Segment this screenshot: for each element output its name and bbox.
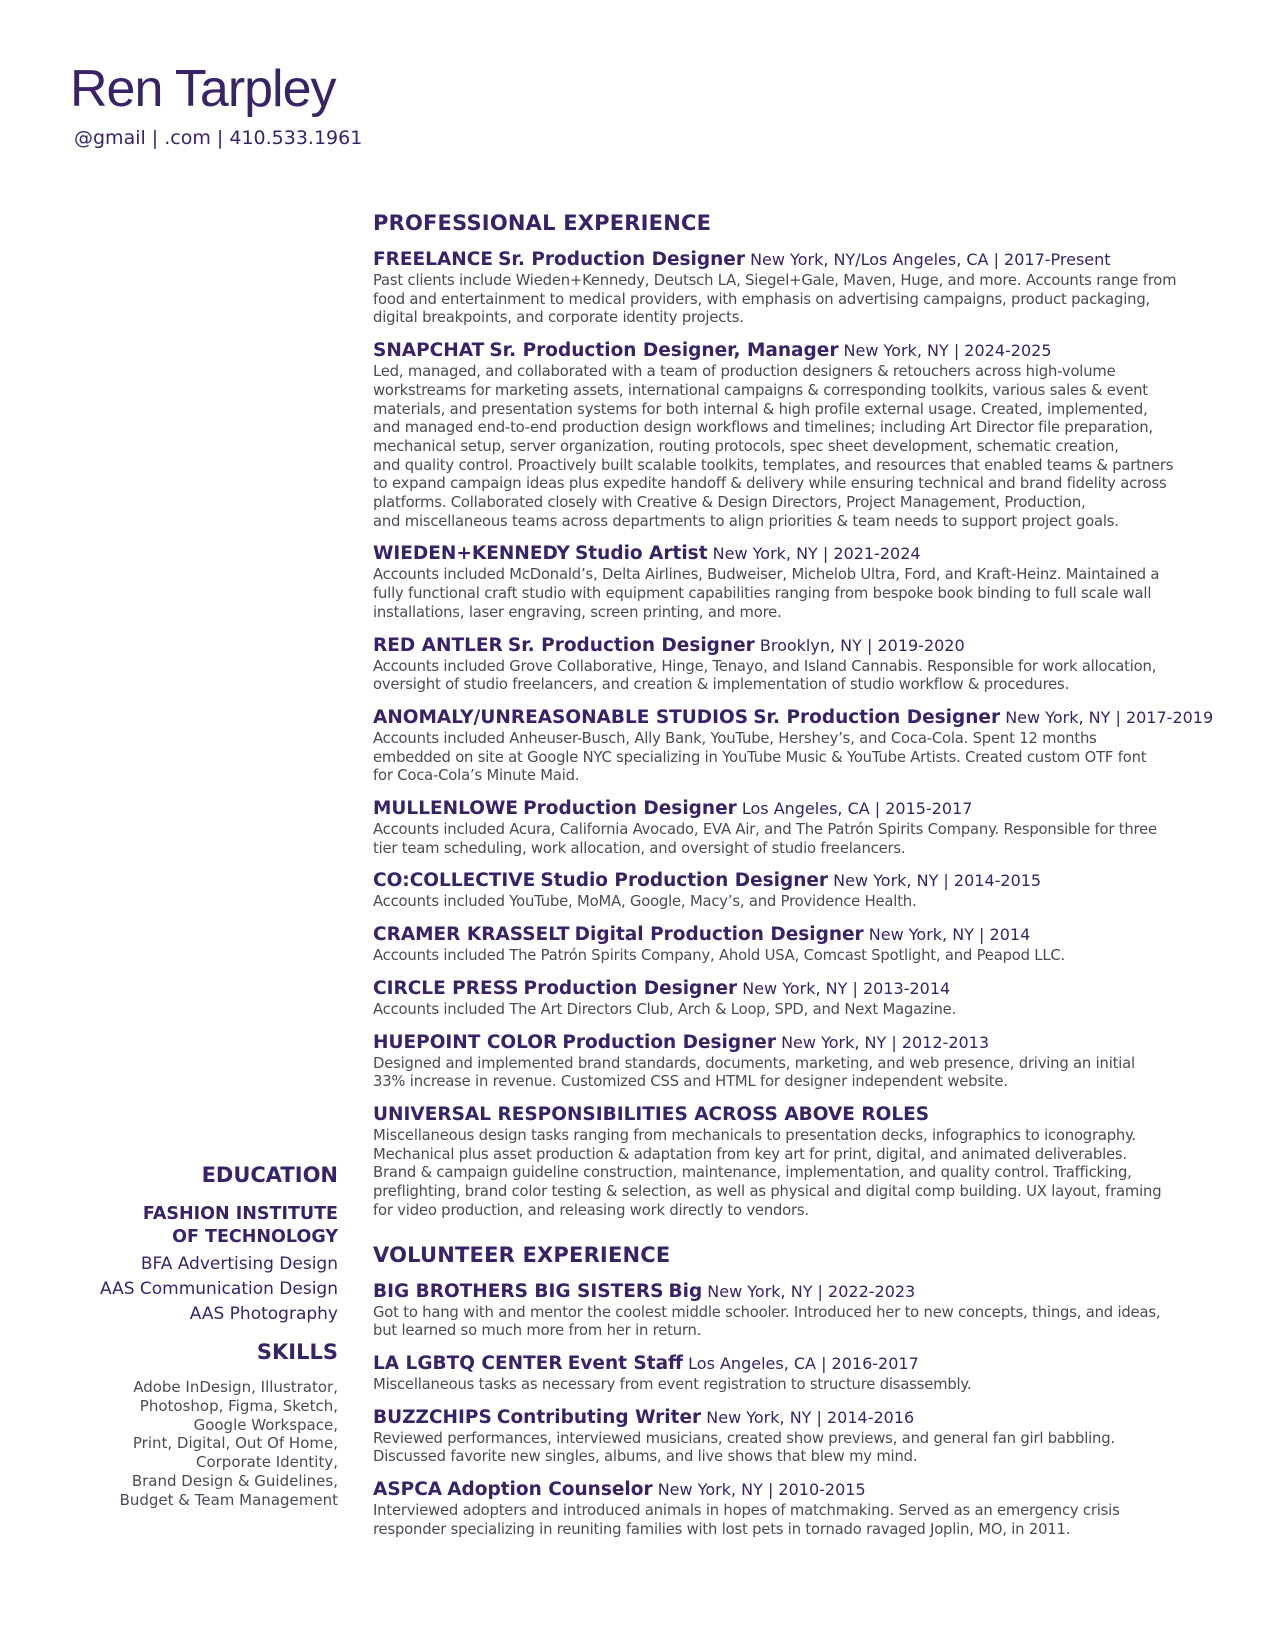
job-title-line	[373, 1352, 1203, 1376]
job-title-line	[373, 634, 1203, 658]
contact-line: @gmail | .com | 410.533.1961	[74, 127, 363, 149]
job-description-line: responder specializing in reuniting families with lost pets in tornado ravaged Joplin, MO, in 2011.	[373, 1520, 1071, 1538]
job-entry	[373, 1103, 1203, 1221]
professional-experience-heading: PROFESSIONAL EXPERIENCE	[373, 211, 712, 235]
job-role: Sr. Production Designer, Manager	[489, 340, 839, 362]
job-description-line: materials, and presentation systems for both internal & high profile external usage. Created, implemented,	[373, 400, 1148, 418]
job-location-dates: New York, NY | 2010-2015	[657, 1480, 866, 1500]
skills-heading: SKILLS	[256, 1340, 338, 1364]
job-description-line: Brand & campaign guideline construction, maintenance, implementation, and quality control. Trafficking,	[373, 1164, 1132, 1182]
job-title-line	[373, 248, 1203, 272]
job-description-line: Accounts included Anheuser-Busch, Ally Bank, YouTube, Hershey’s, and Coca-Cola. Spent 12 months	[373, 729, 1097, 747]
job-entry	[373, 1406, 1203, 1467]
job-entry	[373, 1352, 1203, 1395]
skill-line: Google Workspace,	[193, 1415, 338, 1434]
school-name-line: OF TECHNOLOGY	[172, 1227, 338, 1247]
job-location-dates: Los Angeles, CA | 2016-2017	[688, 1353, 919, 1373]
job-description-line: to expand campaign ideas plus expedite handoff & delivery while ensuring technical and brand fidelity across	[373, 475, 1167, 493]
job-description-line: for video production, and releasing work directly to vendors.	[373, 1201, 809, 1219]
job-description-line: installations, laser engraving, screen printing, and more.	[373, 603, 782, 621]
job-description-line: for Coca-Cola’s Minute Maid.	[373, 767, 580, 785]
job-location-dates: New York, NY | 2017-2019	[1005, 707, 1214, 727]
job-description-line: Miscellaneous design tasks ranging from mechanicals to presentation decks, infographics to iconography.	[373, 1126, 1137, 1144]
job-entry	[373, 1280, 1203, 1341]
job-role: Studio Artist	[574, 543, 708, 565]
job-description-line: Accounts included Grove Collaborative, Hinge, Tenayo, and Island Cannabis. Responsible for work allocation,	[373, 657, 1157, 675]
job-description-line: and miscellaneous teams across departments to align priorities & team needs to support project goals.	[373, 512, 1119, 530]
skills-section	[120, 1340, 338, 1510]
job-entry	[373, 1031, 1203, 1092]
job-role: Adoption Counselor	[447, 1479, 653, 1501]
employer-name: RED ANTLER	[373, 634, 503, 656]
job-role: Production Designer	[523, 798, 737, 820]
job-description-line: Reviewed performances, interviewed musicians, created show previews, and general fan girl babbling.	[373, 1429, 1115, 1447]
employer-name: BUZZCHIPS	[373, 1406, 492, 1428]
job-entry	[373, 706, 1214, 786]
job-description-line: Discussed favorite new singles, albums, and live shows that blew my mind.	[373, 1448, 918, 1466]
degree: AAS Photography	[189, 1304, 338, 1324]
job-description-line: and managed end-to-end production design workflows and timelines; including Art Director file preparation,	[373, 419, 1153, 437]
job-title-line	[373, 797, 1203, 821]
job-description-line: digital breakpoints, and corporate identity projects.	[373, 309, 744, 327]
employer-name: CRAMER KRASSELT	[373, 924, 570, 946]
job-role: Studio Production Designer	[540, 870, 829, 892]
skill-line: Budget & Team Management	[119, 1490, 338, 1509]
employer-name: CO:COLLECTIVE	[373, 870, 536, 892]
job-role: Event Staff	[567, 1352, 684, 1374]
job-entry	[373, 797, 1203, 858]
job-title-line	[373, 869, 1203, 893]
job-description-line: but learned so much more from her in return.	[373, 1322, 702, 1340]
employer-name: WIEDEN+KENNEDY	[373, 543, 570, 565]
volunteer-experience-heading: VOLUNTEER EXPERIENCE	[373, 1242, 671, 1267]
job-entry	[373, 634, 1203, 695]
job-description-line: Past clients include Wieden+Kennedy, Deutsch LA, Siegel+Gale, Maven, Huge, and more. Accounts range from	[373, 272, 1177, 289]
job-role: Digital Production Designer	[574, 924, 864, 946]
employer-name: UNIVERSAL RESPONSIBILITIES ACROSS ABOVE ROLES	[373, 1103, 930, 1125]
employer-name: ASPCA	[373, 1479, 443, 1501]
employer-name: BIG BROTHERS BIG SISTERS	[373, 1280, 664, 1302]
job-role: Sr. Production Designer	[507, 634, 755, 656]
job-entry	[373, 542, 1203, 622]
job-location-dates: New York, NY | 2012-2013	[781, 1032, 990, 1052]
job-description-line: Accounts included YouTube, MoMA, Google, Macy’s, and Providence Health.	[373, 893, 917, 911]
job-description-line: embedded on site at Google NYC specializing in YouTube Music & YouTube Artists. Created custom OTF font	[373, 748, 1147, 766]
job-entry	[373, 339, 1203, 531]
job-title-line	[373, 339, 1203, 363]
school-name-line: FASHION INSTITUTE	[142, 1204, 338, 1224]
job-role: Sr. Production Designer	[753, 706, 1001, 728]
job-location-dates: New York, NY | 2024-2025	[843, 341, 1052, 361]
job-description-line: Interviewed adopters and introduced animals in hopes of matchmaking. Served as an emergency crisis	[373, 1502, 1120, 1520]
job-location-dates: New York, NY/Los Angeles, CA | 2017-Present	[750, 250, 1111, 269]
job-entry	[373, 923, 1203, 966]
job-location-dates: New York, NY | 2014-2015	[833, 871, 1042, 891]
job-description-line: Led, managed, and collaborated with a team of production designers & retouchers across high-volume	[373, 363, 1116, 381]
skill-line: Adobe InDesign, Illustrator,	[133, 1378, 338, 1396]
job-title-line	[373, 1478, 1203, 1502]
employer-name: ANOMALY/UNREASONABLE STUDIOS	[373, 706, 749, 728]
degree: AAS Communication Design	[99, 1279, 338, 1299]
job-description-line: platforms. Collaborated closely with Creative & Design Directors, Project Management, Production,	[373, 494, 1086, 512]
job-description-line: tier team scheduling, work allocation, and oversight of studio freelancers.	[373, 839, 906, 857]
job-description-line: food and entertainment to medical providers, with emphasis on advertising campaigns, product packaging,	[373, 290, 1151, 308]
job-role: Production Designer	[523, 977, 738, 999]
job-description-line: and quality control. Proactively built scalable toolkits, templates, and resources that enabled teams & partners	[373, 456, 1174, 474]
job-location-dates: New York, NY | 2014	[868, 925, 1031, 945]
job-description-line: preflighting, brand color testing & selection, as well as physical and digital comp building. UX layout, framing	[373, 1183, 1162, 1201]
job-description-line: Got to hang with and mentor the coolest middle schooler. Introduced her to new concepts, things, and ideas,	[373, 1303, 1161, 1321]
employer-name: FREELANCE	[373, 249, 493, 270]
job-description-line: workstreams for marketing assets, international campaigns & corresponding toolkits, various sales & event	[373, 381, 1148, 399]
job-description-line: oversight of studio freelancers, and creation & implementation of studio workflow & procedures.	[373, 676, 1070, 694]
job-title-line	[373, 1406, 1203, 1430]
employer-name: MULLENLOWE	[373, 798, 519, 820]
job-description-line: mechanical setup, server organization, routing protocols, spec sheet development, schematic creation,	[373, 437, 1119, 455]
job-title-line	[373, 923, 1203, 947]
education-heading: EDUCATION	[201, 1163, 338, 1187]
education-section	[100, 1163, 338, 1327]
job-location-dates: New York, NY | 2021-2024	[712, 544, 921, 564]
employer-name: HUEPOINT COLOR	[373, 1031, 558, 1053]
job-location-dates: Los Angeles, CA | 2015-2017	[741, 799, 973, 819]
job-title-line	[373, 542, 1203, 566]
professional-experience-list	[373, 248, 1214, 1221]
job-description-line: Designed and implemented brand standards, documents, marketing, and web presence, driving an initial	[373, 1054, 1135, 1072]
skill-line: Print, Digital, Out Of Home,	[132, 1434, 338, 1453]
job-description-line: Accounts included The Patrón Spirits Company, Ahold USA, Comcast Spotlight, and Peapod LLC.	[373, 947, 1066, 965]
job-title-line	[373, 1031, 1203, 1055]
employer-name: SNAPCHAT	[373, 340, 485, 362]
job-description-line: Accounts included The Art Directors Club, Arch & Loop, SPD, and Next Magazine.	[373, 1000, 957, 1018]
job-location-dates: Brooklyn, NY | 2019-2020	[759, 635, 965, 655]
job-description-line: Miscellaneous tasks as necessary from event registration to structure disassembly.	[373, 1375, 972, 1393]
job-entry	[373, 248, 1203, 328]
skill-line: Corporate Identity,	[195, 1453, 338, 1472]
job-location-dates: New York, NY | 2014-2016	[706, 1407, 915, 1427]
job-role: Contributing Writer	[496, 1406, 702, 1428]
job-title-line	[373, 1280, 1203, 1304]
degree: BFA Advertising Design	[140, 1254, 338, 1274]
job-location-dates: New York, NY | 2022-2023	[707, 1281, 916, 1301]
job-entry	[373, 1478, 1203, 1539]
job-role: Big	[668, 1280, 703, 1302]
job-role: Production Designer	[562, 1031, 776, 1053]
volunteer-experience-list	[373, 1280, 1203, 1540]
skill-line: Photoshop, Figma, Sketch,	[139, 1396, 338, 1415]
job-description-line: Accounts included McDonald’s, Delta Airlines, Budweiser, Michelob Ultra, Ford, and Kraft-Heinz. Maintained a	[373, 566, 1160, 584]
job-title-line	[373, 1103, 1203, 1127]
job-description-line: Mechanical plus asset production & adaptation from key art for print, digital, and animated deliverables.	[373, 1145, 1127, 1163]
job-description-line: 33% increase in revenue. Customized CSS and HTML for designer independent website.	[373, 1073, 1008, 1091]
job-entry	[373, 869, 1203, 912]
employer-name: LA LGBTQ CENTER	[373, 1352, 563, 1374]
skill-line: Brand Design & Guidelines,	[131, 1471, 338, 1490]
job-location-dates: New York, NY | 2013-2014	[742, 978, 951, 998]
main-column	[373, 211, 1214, 1550]
job-title-line	[373, 706, 1214, 730]
job-description-line: Accounts included Acura, California Avocado, EVA Air, and The Patrón Spirits Company. Responsible for three	[373, 821, 1157, 839]
resume-name: Ren Tarpley	[70, 60, 336, 118]
job-description-line: fully functional craft studio with equipment capabilities ranging from bespoke book binding to full scale wall	[373, 585, 1152, 603]
employer-name: CIRCLE PRESS	[373, 977, 519, 999]
job-entry	[373, 977, 1203, 1020]
job-title-line	[373, 977, 1203, 1001]
job-role: Sr. Production Designer	[498, 249, 745, 270]
